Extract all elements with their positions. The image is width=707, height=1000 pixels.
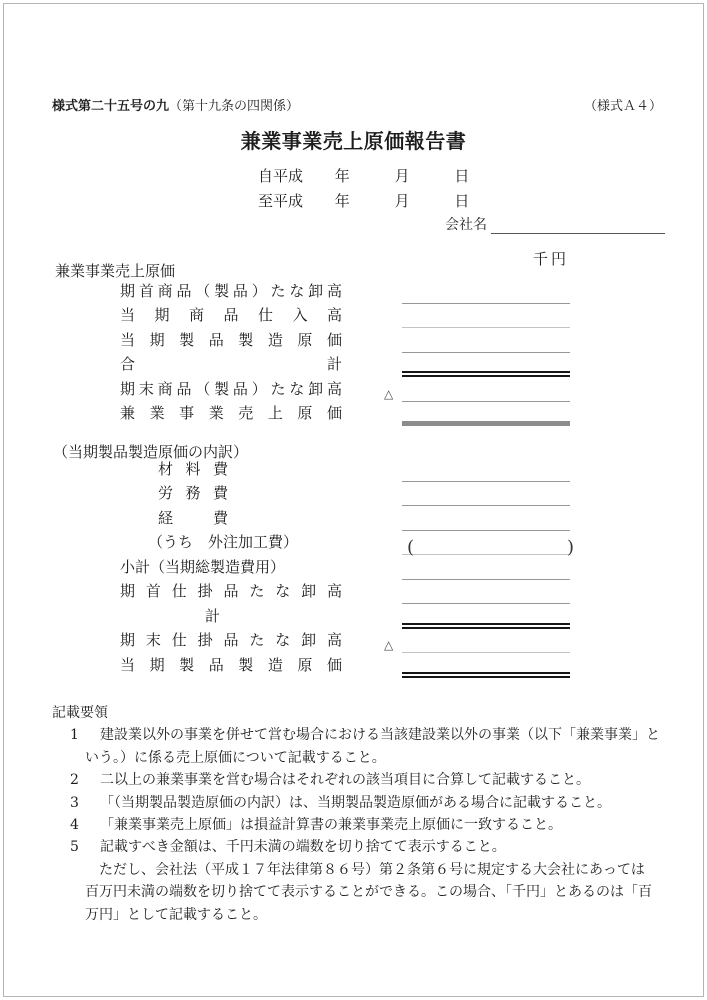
notes-title: 記載要領	[52, 705, 108, 721]
note-number: 1	[70, 727, 79, 744]
form-row	[0, 457, 707, 482]
row-label: 労務費	[158, 484, 228, 502]
page-title: 兼業事業売上原価報告書	[240, 129, 467, 153]
amount-field[interactable]	[402, 505, 570, 506]
note-item	[52, 724, 660, 769]
close-paren: )	[566, 537, 574, 558]
paper-format-label: （様式Ａ４）	[583, 99, 662, 114]
amount-field[interactable]	[402, 481, 570, 482]
day-label: 日	[454, 192, 470, 210]
amount-field[interactable]	[402, 327, 570, 328]
row-label: 計	[205, 606, 221, 625]
form-row	[0, 580, 707, 605]
amount-field[interactable]	[402, 652, 570, 653]
company-name-field[interactable]	[491, 218, 665, 234]
note-number: 2	[70, 772, 79, 789]
row-label: 期首商品（製品）たな卸高	[120, 281, 342, 300]
note-line: いう。）に係る売上原価について記載すること。	[85, 749, 386, 766]
company-name-label: 会社名	[445, 217, 487, 233]
row-label: 材料費	[158, 459, 228, 478]
day-label: 日	[454, 167, 470, 185]
row-label: 当期商品仕入高	[120, 306, 342, 324]
month-label: 月	[394, 167, 410, 185]
year-label: 年	[334, 167, 350, 185]
note-line: 建設業以外の事業を併せて営む場合における当該建設業以外の事業（以下「兼業事業」と	[100, 727, 660, 744]
reporting-period	[258, 165, 469, 215]
deduction-mark: △	[384, 638, 394, 652]
form-number-note: （第十九条の四関係）	[169, 99, 300, 114]
amount-field[interactable]	[402, 303, 570, 304]
note-line: 二以上の兼業事業を営む場合はそれぞれの該当項目に合算して記載すること。	[100, 772, 590, 789]
form-row	[0, 629, 707, 654]
note-line: ただし、会社法（平成１７年法律第８６号）第２条第６号に規定する大会社にあっては	[85, 861, 645, 878]
form-row	[0, 279, 707, 304]
row-label: 合計	[120, 355, 342, 373]
form-row	[0, 402, 707, 427]
note-number: 5	[70, 839, 79, 856]
amount-field[interactable]	[402, 530, 570, 531]
note-line: 「（当期製品製造原価の内訳）は、当期製品製造原価がある場合に記載すること。	[100, 794, 611, 811]
grand-total-rule	[402, 421, 570, 426]
currency-unit-label: 千円	[533, 250, 570, 268]
form-row	[0, 604, 707, 629]
row-label: 期末商品（製品）たな卸高	[120, 379, 342, 398]
form-number-main: 様式第二十五号の九	[52, 99, 170, 114]
row-label: 期首仕掛品たな卸高	[120, 582, 342, 600]
open-paren: (	[407, 537, 415, 558]
form-row	[0, 353, 707, 378]
form-row	[0, 328, 707, 353]
deduction-mark: △	[384, 386, 394, 401]
total-rule	[402, 371, 570, 377]
statement-rows	[0, 279, 707, 426]
form-row	[0, 377, 707, 402]
month-label: 月	[394, 192, 410, 210]
breakdown-rows	[0, 457, 707, 678]
form-row	[0, 304, 707, 329]
breakdown-section-title: （当期製品製造原価の内訳）	[53, 443, 249, 461]
form-row	[0, 531, 707, 556]
form-row	[0, 555, 707, 580]
row-label: 当期製品製造原価	[120, 330, 342, 349]
note-line: 記載すべき金額は、千円未満の端数を切り捨てて表示すること。	[100, 839, 506, 856]
statement-section-title: 兼業事業売上原価	[55, 262, 176, 280]
note-line: 百万円未満の端数を切り捨てて表示することができる。この場合、「千円」とあるのは「百	[85, 884, 652, 901]
form-row	[0, 482, 707, 507]
row-label: 兼業事業売上原価	[120, 404, 342, 422]
amount-field[interactable]	[402, 401, 570, 402]
note-item	[52, 792, 660, 814]
note-line: 「兼業事業売上原価」は損益計算書の兼業事業売上原価に一致すること。	[100, 817, 562, 834]
company-name-row	[445, 214, 665, 234]
year-label: 年	[334, 192, 350, 210]
row-label: 小計（当期総製造費用）	[120, 557, 286, 576]
amount-field[interactable]	[402, 352, 570, 353]
period-from	[258, 165, 469, 190]
form-number	[52, 95, 299, 114]
amount-field[interactable]	[402, 603, 570, 604]
period-to-prefix: 至平成	[258, 192, 304, 210]
note-line: 万円」として記載すること。	[85, 906, 267, 923]
note-number: 4	[70, 817, 79, 834]
total-rule	[402, 672, 570, 678]
row-label: 経費	[158, 508, 228, 527]
form-row	[0, 506, 707, 531]
amount-field[interactable]	[402, 579, 570, 580]
note-item	[52, 836, 660, 926]
amount-field[interactable]	[402, 554, 570, 555]
note-item	[52, 814, 660, 836]
row-label: （うち 外注加工費）	[148, 533, 299, 551]
period-from-prefix: 自平成	[258, 167, 304, 185]
notes-section	[52, 702, 660, 926]
row-label: 期末仕掛品たな卸高	[120, 631, 342, 649]
note-item	[52, 769, 660, 791]
form-row	[0, 653, 707, 678]
total-rule	[402, 623, 570, 629]
row-label: 当期製品製造原価	[120, 655, 342, 674]
note-number: 3	[70, 794, 79, 811]
period-to	[258, 190, 469, 215]
